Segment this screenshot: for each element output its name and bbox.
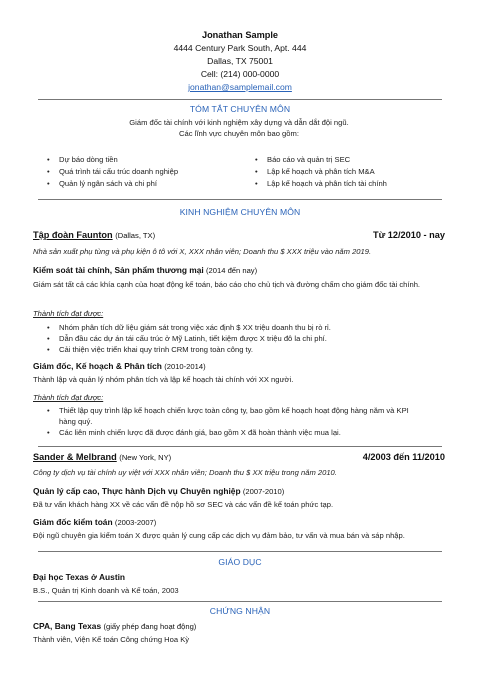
achievement-item: • Cải thiện việc triển khai quy trình CRM trong toàn công ty. xyxy=(33,344,445,355)
certification-title: CPA, Bang Texas xyxy=(33,621,102,631)
skill-item: • Dự báo dòng tiền xyxy=(33,154,178,166)
certification-entry xyxy=(33,621,445,631)
achievements-label: Thành tích đạt được: xyxy=(33,309,104,318)
role-title: Quản lý cấp cao, Thực hành Dịch vụ Chuyên nghiệp xyxy=(33,486,241,496)
experience-heading: KINH NGHIỆM CHUYÊN MÔN xyxy=(179,207,301,217)
role-header xyxy=(33,517,445,527)
company-name: Sander & Melbrand xyxy=(33,452,117,462)
achievement-item: • Các liên minh chiến lược đã được đánh giá, bao gồm X đã hoàn thành việc mua lại. xyxy=(33,427,425,438)
divider xyxy=(38,601,442,602)
employment-dates: Từ 12/2010 - nay xyxy=(372,230,445,240)
role-title: Kiểm soát tài chính, Sản phẩm thương mại xyxy=(33,265,204,275)
employment-dates: 4/2003 đến 11/2010 xyxy=(362,452,445,462)
phone-line: Cell: (214) 000-0000 xyxy=(200,69,280,79)
degree-line: B.S., Quản trị Kinh doanh và Kế toán, 2003 xyxy=(33,586,179,595)
skills-left-column xyxy=(33,154,178,190)
skills-right-column xyxy=(241,154,387,190)
divider xyxy=(38,199,442,200)
company-location: (New York, NY) xyxy=(119,453,172,462)
role-period: (2003-2007) xyxy=(114,518,157,527)
achievement-item: • Nhóm phân tích dữ liệu giám sát trong việc xác định $ XX triệu doanh thu bị rò rỉ. xyxy=(33,322,445,333)
skill-item: • Quá trình tái cấu trúc doanh nghiệp xyxy=(33,166,178,178)
divider xyxy=(38,446,442,447)
contact-header xyxy=(0,29,480,94)
role-title: Giám đốc kiểm toán xyxy=(33,517,113,527)
role-header xyxy=(33,361,445,371)
achievement-item: • Thiết lập quy trình lập kế hoạch chiến lược toàn công ty, bao gồm kế hoạch hoạt động hàng năm và KPI hàng quý. xyxy=(33,405,425,427)
role-description: Đã tư vấn khách hàng XX về các vấn đề nộp hồ sơ SEC và các vấn đề kế toán phức tạp. xyxy=(33,500,334,509)
address-line: 4444 Century Park South, Apt. 444 xyxy=(173,43,307,53)
summary-heading: TÓM TẮT CHUYÊN MÔN xyxy=(189,104,291,114)
education-heading: GIÁO DỤC xyxy=(218,557,262,567)
achievements-label: Thành tích đạt được: xyxy=(33,393,104,402)
school-name: Đại học Texas ở Austin xyxy=(33,572,126,582)
certification-note: (giấy phép đang hoạt động) xyxy=(103,622,197,631)
achievements-list xyxy=(33,405,425,438)
role-period: (2007-2010) xyxy=(242,487,285,496)
candidate-name: Jonathan Sample xyxy=(201,30,279,40)
role-period: (2014 đến nay) xyxy=(206,266,258,275)
role-header xyxy=(33,486,445,496)
education-entry xyxy=(33,572,445,582)
divider xyxy=(38,99,442,100)
summary-line-2: Các lĩnh vực chuyên môn bao gồm: xyxy=(179,129,299,138)
skill-item: • Lập kế hoạch và phân tích tài chính xyxy=(241,178,387,190)
company-location: (Dallas, TX) xyxy=(115,231,156,240)
skill-item: • Báo cáo và quản trị SEC xyxy=(241,154,387,166)
role-header xyxy=(33,265,445,275)
city-line: Dallas, TX 75001 xyxy=(207,56,273,66)
summary-line-1: Giám đốc tài chính với kinh nghiệm xây dựng và dẫn dắt đội ngũ. xyxy=(129,118,349,127)
employer-header xyxy=(33,230,445,240)
skill-item: • Lập kế hoạch và phân tích M&A xyxy=(241,166,387,178)
divider xyxy=(38,551,442,552)
company-description: Nhà sản xuất phụ tùng và phụ kiện ô tô với X, XXX nhân viên; Doanh thu $ XXX triệu vào năm 2019. xyxy=(33,247,372,256)
role-title: Giám đốc, Kế hoạch & Phân tích xyxy=(33,361,162,371)
achievement-item: • Dẫn đầu các dự án tái cấu trúc ở Mỹ Latinh, tiết kiệm được X triệu đô la chi phí. xyxy=(33,333,445,344)
certification-heading: CHỨNG NHẬN xyxy=(209,606,271,616)
employer-header xyxy=(33,452,445,462)
company-description: Công ty dịch vụ tài chính uy việt với XXX nhân viên; Doanh thu $ XX triệu trong năm 2010. xyxy=(33,468,337,477)
role-description: Đội ngũ chuyên gia kiểm toán X được quản lý cung cấp các dịch vụ đảm bảo, tư vấn và mua bán và sáp nhập. xyxy=(33,531,405,540)
role-period: (2010-2014) xyxy=(164,362,206,371)
role-description: Thành lập và quản lý nhóm phân tích và lập kế hoạch tài chính với XX người. xyxy=(33,375,294,384)
company-name: Tập đoàn Faunton xyxy=(33,230,113,240)
email-link[interactable]: jonathan@samplemail.com xyxy=(188,82,292,92)
role-description: Giám sát tất cả các khía cạnh của hoạt động kế toán, báo cáo cho chủ tịch và đường chấm cho giám đốc tài chính. xyxy=(33,280,421,289)
achievements-list xyxy=(33,322,445,355)
membership-line: Thành viên, Viện Kế toán Công chứng Hoa Kỳ xyxy=(33,635,190,644)
skill-item: • Quản lý ngân sách và chi phí xyxy=(33,178,178,190)
